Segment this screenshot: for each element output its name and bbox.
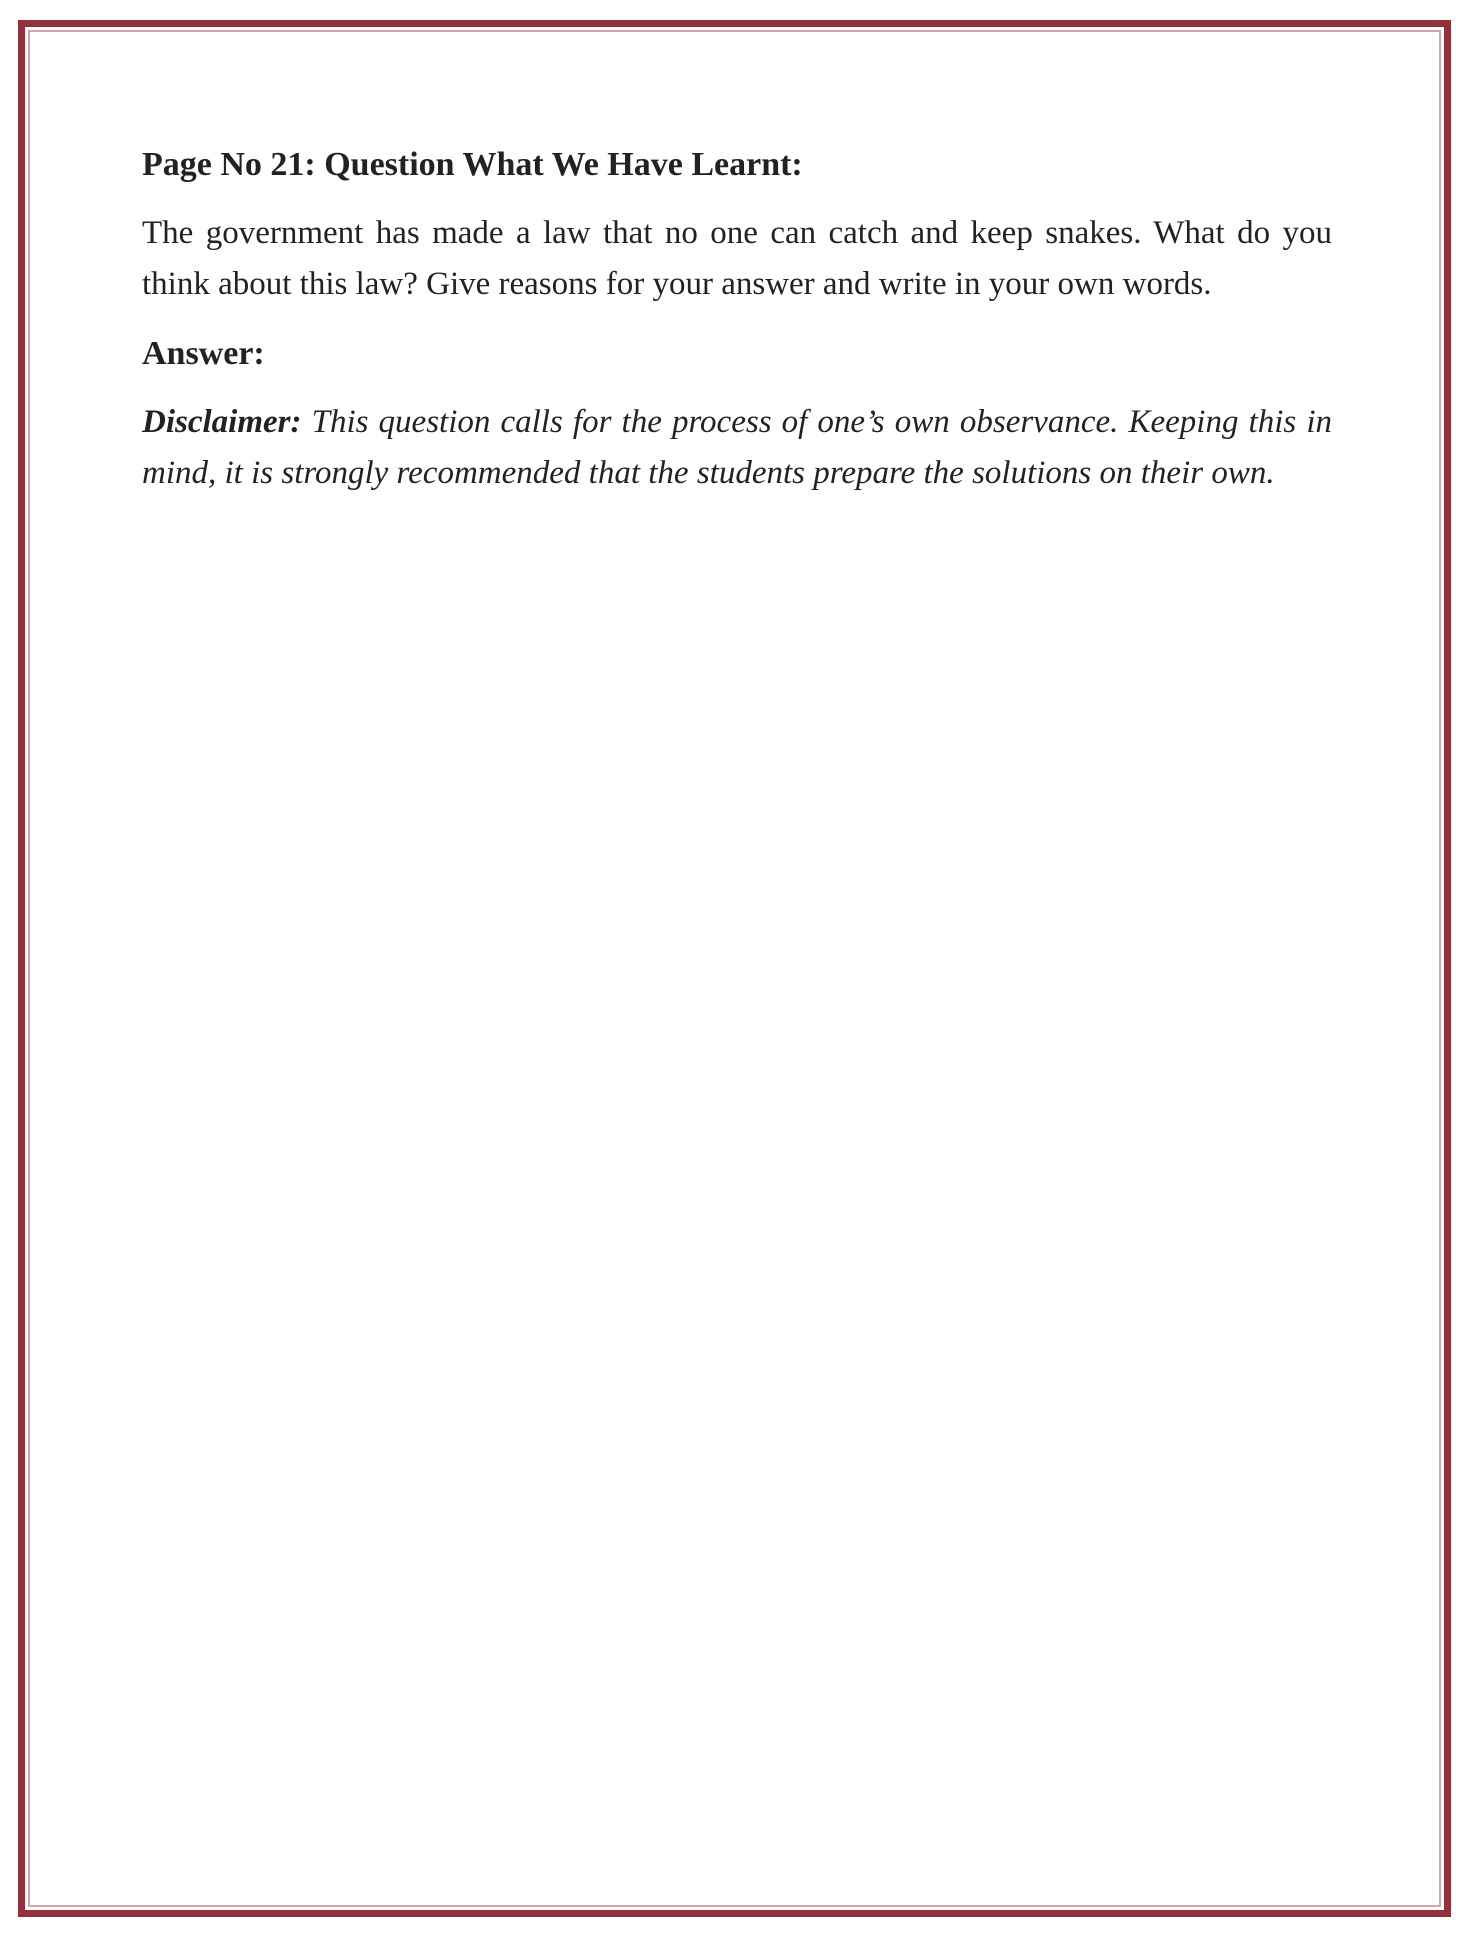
disclaimer-text: This question calls for the process of one’s own observance. Keeping this in mind, it is strongly recommended that the students prepare the solutions on their own. bbox=[142, 404, 1332, 491]
question-heading: Page No 21: Question What We Have Learnt: bbox=[142, 146, 803, 183]
disclaimer-label: Disclaimer: bbox=[142, 404, 302, 440]
document-content bbox=[142, 140, 1332, 498]
question-text: The government has made a law that no one can catch and keep snakes. What do you think about this law? Give reasons for your answer and write in your own words. bbox=[142, 215, 1332, 302]
answer-label: Answer: bbox=[142, 335, 265, 372]
disclaimer-paragraph bbox=[142, 397, 1332, 498]
